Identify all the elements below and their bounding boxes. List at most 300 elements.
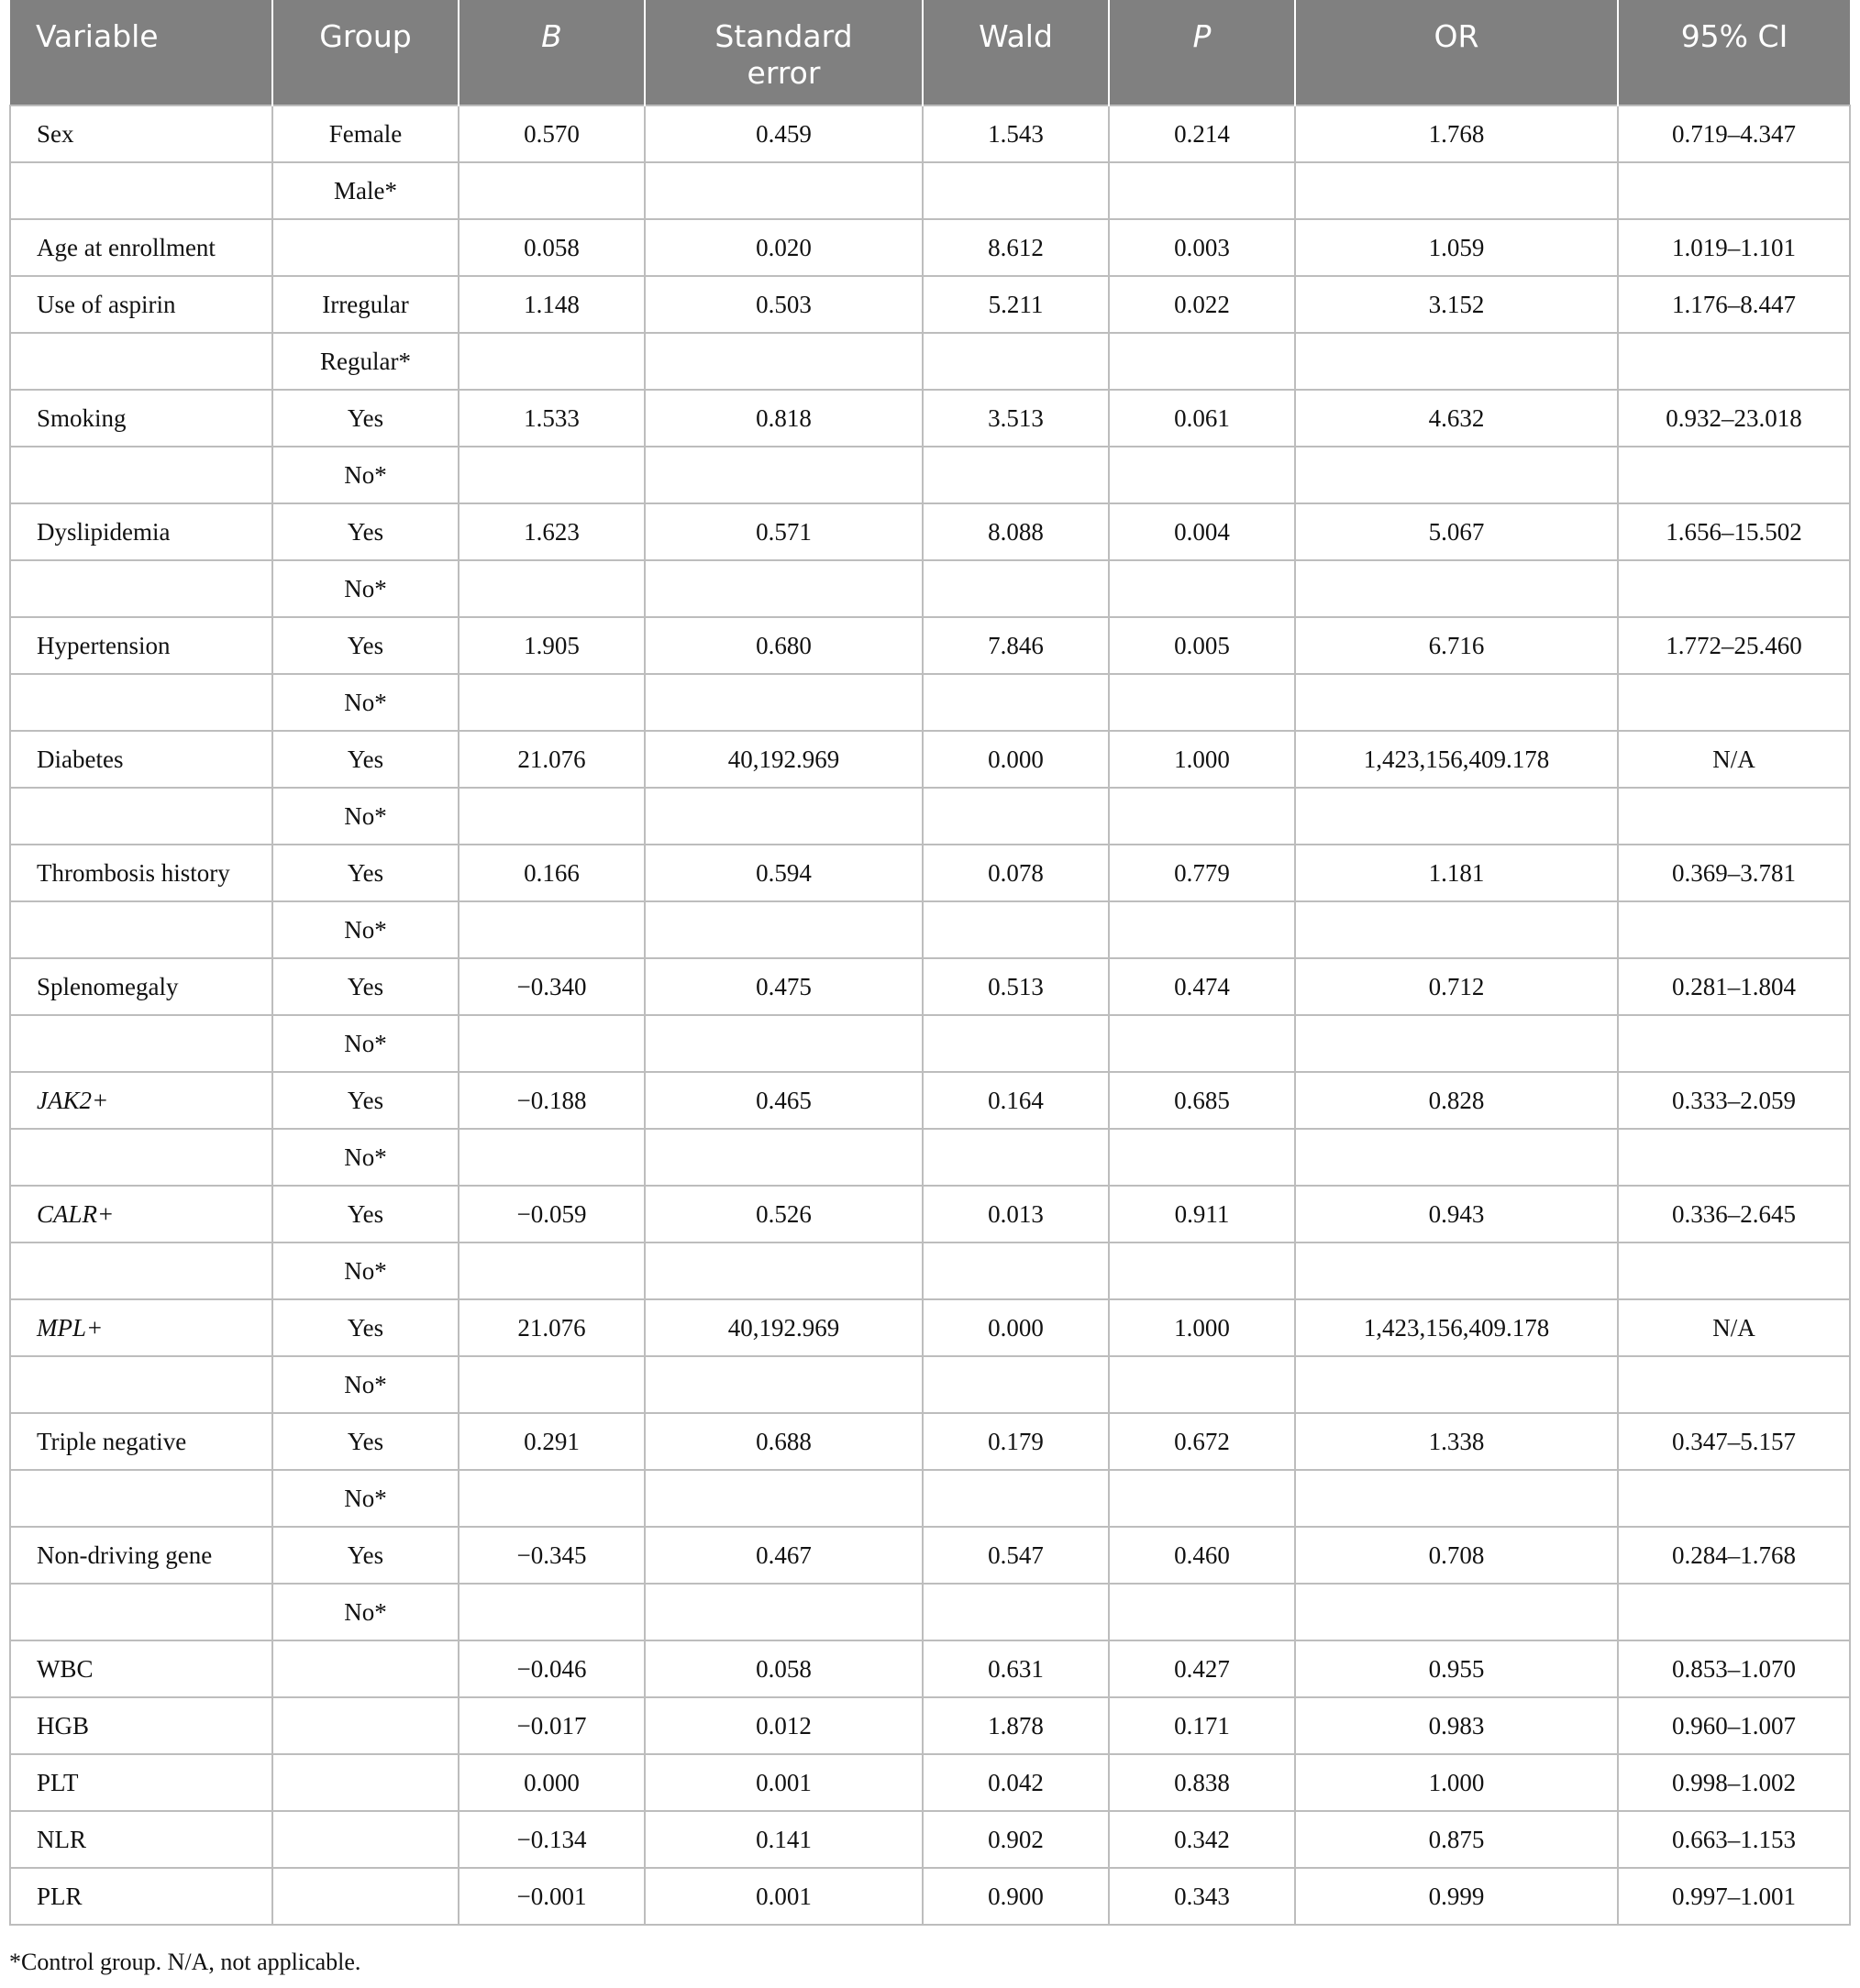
- cell-standard-error: 0.465: [645, 1072, 923, 1129]
- cell-wald: 0.547: [923, 1527, 1109, 1584]
- cell-b: [459, 333, 645, 390]
- cell-group: Female: [272, 105, 459, 162]
- cell-wald: 1.878: [923, 1697, 1109, 1754]
- cell-group: Yes: [272, 503, 459, 560]
- cell-group: No*: [272, 1584, 459, 1640]
- cell-standard-error: [645, 333, 923, 390]
- cell-p: 1.000: [1109, 1299, 1295, 1356]
- cell-standard-error: [645, 901, 923, 958]
- cell-group: Yes: [272, 390, 459, 447]
- header-row: [10, 0, 1850, 105]
- cell-variable: [10, 1356, 272, 1413]
- cell-b: −0.017: [459, 1697, 645, 1754]
- cell-or: 1.000: [1295, 1754, 1618, 1811]
- cell-variable: [10, 1129, 272, 1186]
- cell-group: No*: [272, 560, 459, 617]
- table-row: [10, 390, 1850, 447]
- cell-variable: [10, 901, 272, 958]
- cell-wald: [923, 901, 1109, 958]
- cell-standard-error: [645, 560, 923, 617]
- cell-wald: 0.000: [923, 1299, 1109, 1356]
- cell-standard-error: [645, 1584, 923, 1640]
- cell-group: Yes: [272, 617, 459, 674]
- cell-standard-error: 0.475: [645, 958, 923, 1015]
- table-row: [10, 503, 1850, 560]
- cell-group: Yes: [272, 1413, 459, 1470]
- cell-wald: 1.543: [923, 105, 1109, 162]
- cell-b: −0.345: [459, 1527, 645, 1584]
- cell-wald: 3.513: [923, 390, 1109, 447]
- cell-b: 1.533: [459, 390, 645, 447]
- cell-b: [459, 560, 645, 617]
- cell-group: Yes: [272, 958, 459, 1015]
- cell-ci: [1618, 1015, 1850, 1072]
- table-row: [10, 447, 1850, 503]
- cell-group: No*: [272, 788, 459, 845]
- cell-b: −0.340: [459, 958, 645, 1015]
- cell-ci: 0.347–5.157: [1618, 1413, 1850, 1470]
- cell-standard-error: 0.594: [645, 845, 923, 901]
- cell-b: [459, 674, 645, 731]
- table-row: [10, 219, 1850, 276]
- cell-standard-error: 40,192.969: [645, 731, 923, 788]
- table-row: [10, 1129, 1850, 1186]
- cell-b: [459, 162, 645, 219]
- cell-wald: [923, 560, 1109, 617]
- table-row: [10, 1584, 1850, 1640]
- cell-b: 1.148: [459, 276, 645, 333]
- cell-ci: [1618, 447, 1850, 503]
- cell-ci: 1.176–8.447: [1618, 276, 1850, 333]
- cell-group: No*: [272, 1129, 459, 1186]
- cell-or: 0.999: [1295, 1868, 1618, 1925]
- cell-p: 0.343: [1109, 1868, 1295, 1925]
- cell-wald: 0.179: [923, 1413, 1109, 1470]
- cell-or: [1295, 901, 1618, 958]
- cell-b: −0.046: [459, 1640, 645, 1697]
- cell-wald: 0.902: [923, 1811, 1109, 1868]
- cell-b: 1.623: [459, 503, 645, 560]
- cell-wald: [923, 333, 1109, 390]
- cell-p: [1109, 1129, 1295, 1186]
- cell-variable: [10, 162, 272, 219]
- cell-or: [1295, 560, 1618, 617]
- table-row: [10, 674, 1850, 731]
- cell-or: 1,423,156,409.178: [1295, 731, 1618, 788]
- cell-wald: [923, 1470, 1109, 1527]
- cell-variable: Hypertension: [10, 617, 272, 674]
- header-or: OR: [1295, 0, 1618, 105]
- cell-b: [459, 1356, 645, 1413]
- cell-variable: [10, 333, 272, 390]
- cell-or: [1295, 1584, 1618, 1640]
- cell-p: 0.838: [1109, 1754, 1295, 1811]
- cell-p: [1109, 1356, 1295, 1413]
- cell-or: [1295, 1470, 1618, 1527]
- table-row: [10, 1356, 1850, 1413]
- cell-b: 0.166: [459, 845, 645, 901]
- cell-group: No*: [272, 1470, 459, 1527]
- cell-ci: N/A: [1618, 1299, 1850, 1356]
- cell-p: [1109, 1470, 1295, 1527]
- cell-wald: [923, 1356, 1109, 1413]
- cell-b: [459, 901, 645, 958]
- cell-p: 0.342: [1109, 1811, 1295, 1868]
- cell-p: [1109, 1584, 1295, 1640]
- cell-ci: 0.960–1.007: [1618, 1697, 1850, 1754]
- cell-variable: HGB: [10, 1697, 272, 1754]
- regression-table-container: [9, 0, 1849, 1926]
- cell-wald: [923, 162, 1109, 219]
- table-row: [10, 1527, 1850, 1584]
- header-variable: Variable: [10, 0, 272, 105]
- cell-or: 1,423,156,409.178: [1295, 1299, 1618, 1356]
- header-ci: 95% CI: [1618, 0, 1850, 105]
- cell-group: No*: [272, 1242, 459, 1299]
- cell-group: Yes: [272, 1527, 459, 1584]
- cell-ci: 0.998–1.002: [1618, 1754, 1850, 1811]
- cell-ci: 0.336–2.645: [1618, 1186, 1850, 1242]
- cell-group: Yes: [272, 845, 459, 901]
- table-row: [10, 901, 1850, 958]
- cell-b: [459, 1470, 645, 1527]
- cell-variable: CALR+: [10, 1186, 272, 1242]
- cell-standard-error: 0.001: [645, 1754, 923, 1811]
- table-row: [10, 1015, 1850, 1072]
- cell-standard-error: [645, 1242, 923, 1299]
- cell-ci: [1618, 674, 1850, 731]
- cell-or: [1295, 1129, 1618, 1186]
- cell-p: [1109, 674, 1295, 731]
- cell-standard-error: 0.058: [645, 1640, 923, 1697]
- cell-b: [459, 447, 645, 503]
- cell-wald: 8.088: [923, 503, 1109, 560]
- cell-p: 0.171: [1109, 1697, 1295, 1754]
- cell-or: 5.067: [1295, 503, 1618, 560]
- cell-standard-error: [645, 1129, 923, 1186]
- cell-p: 0.474: [1109, 958, 1295, 1015]
- cell-ci: [1618, 1356, 1850, 1413]
- cell-wald: [923, 1015, 1109, 1072]
- cell-or: [1295, 333, 1618, 390]
- cell-p: 0.460: [1109, 1527, 1295, 1584]
- cell-p: 0.005: [1109, 617, 1295, 674]
- cell-or: 0.712: [1295, 958, 1618, 1015]
- table-row: [10, 1242, 1850, 1299]
- cell-or: 4.632: [1295, 390, 1618, 447]
- table-row: [10, 1299, 1850, 1356]
- cell-variable: [10, 560, 272, 617]
- cell-or: 0.708: [1295, 1527, 1618, 1584]
- table-row: [10, 731, 1850, 788]
- cell-variable: JAK2+: [10, 1072, 272, 1129]
- cell-or: [1295, 162, 1618, 219]
- cell-variable: Dyslipidemia: [10, 503, 272, 560]
- cell-b: [459, 1129, 645, 1186]
- header-b: B: [459, 0, 645, 105]
- cell-b: [459, 1242, 645, 1299]
- cell-wald: 0.013: [923, 1186, 1109, 1242]
- cell-ci: 0.281–1.804: [1618, 958, 1850, 1015]
- cell-ci: 0.663–1.153: [1618, 1811, 1850, 1868]
- table-row: [10, 1811, 1850, 1868]
- cell-p: 0.685: [1109, 1072, 1295, 1129]
- cell-or: [1295, 788, 1618, 845]
- table-row: [10, 1186, 1850, 1242]
- cell-standard-error: 0.020: [645, 219, 923, 276]
- cell-p: 0.672: [1109, 1413, 1295, 1470]
- cell-p: [1109, 447, 1295, 503]
- cell-variable: [10, 1584, 272, 1640]
- cell-p: [1109, 1015, 1295, 1072]
- cell-standard-error: [645, 788, 923, 845]
- cell-wald: 8.612: [923, 219, 1109, 276]
- cell-wald: 0.164: [923, 1072, 1109, 1129]
- cell-p: [1109, 333, 1295, 390]
- table-row: [10, 560, 1850, 617]
- cell-standard-error: 0.503: [645, 276, 923, 333]
- cell-variable: [10, 1470, 272, 1527]
- cell-standard-error: 0.141: [645, 1811, 923, 1868]
- cell-p: 0.003: [1109, 219, 1295, 276]
- table-row: [10, 333, 1850, 390]
- cell-or: [1295, 1356, 1618, 1413]
- table-row: [10, 1640, 1850, 1697]
- table-row: [10, 958, 1850, 1015]
- cell-ci: [1618, 333, 1850, 390]
- cell-or: 0.955: [1295, 1640, 1618, 1697]
- cell-p: [1109, 1242, 1295, 1299]
- cell-ci: 1.772–25.460: [1618, 617, 1850, 674]
- cell-p: 0.061: [1109, 390, 1295, 447]
- cell-ci: 0.997–1.001: [1618, 1868, 1850, 1925]
- cell-variable: Use of aspirin: [10, 276, 272, 333]
- cell-or: 1.181: [1295, 845, 1618, 901]
- cell-b: [459, 788, 645, 845]
- cell-ci: 1.656–15.502: [1618, 503, 1850, 560]
- cell-or: 1.059: [1295, 219, 1618, 276]
- cell-variable: MPL+: [10, 1299, 272, 1356]
- cell-wald: 0.000: [923, 731, 1109, 788]
- cell-wald: [923, 447, 1109, 503]
- table-row: [10, 1072, 1850, 1129]
- cell-or: [1295, 674, 1618, 731]
- cell-p: 1.000: [1109, 731, 1295, 788]
- cell-or: 6.716: [1295, 617, 1618, 674]
- cell-or: 0.943: [1295, 1186, 1618, 1242]
- cell-standard-error: 40,192.969: [645, 1299, 923, 1356]
- cell-variable: Thrombosis history: [10, 845, 272, 901]
- table-row: [10, 617, 1850, 674]
- cell-ci: [1618, 162, 1850, 219]
- cell-variable: PLR: [10, 1868, 272, 1925]
- cell-ci: 0.932–23.018: [1618, 390, 1850, 447]
- cell-b: −0.188: [459, 1072, 645, 1129]
- cell-group: No*: [272, 1015, 459, 1072]
- table-row: [10, 1868, 1850, 1925]
- cell-ci: [1618, 788, 1850, 845]
- cell-or: 0.983: [1295, 1697, 1618, 1754]
- cell-variable: Smoking: [10, 390, 272, 447]
- cell-ci: [1618, 1470, 1850, 1527]
- cell-wald: 0.900: [923, 1868, 1109, 1925]
- cell-wald: [923, 1242, 1109, 1299]
- table-body: [10, 105, 1850, 1925]
- cell-variable: Age at enrollment: [10, 219, 272, 276]
- cell-standard-error: 0.571: [645, 503, 923, 560]
- cell-standard-error: 0.459: [645, 105, 923, 162]
- cell-variable: [10, 788, 272, 845]
- cell-or: [1295, 1242, 1618, 1299]
- cell-wald: 5.211: [923, 276, 1109, 333]
- cell-variable: [10, 1242, 272, 1299]
- cell-group: [272, 1868, 459, 1925]
- cell-standard-error: [645, 447, 923, 503]
- cell-or: 1.338: [1295, 1413, 1618, 1470]
- cell-p: 0.022: [1109, 276, 1295, 333]
- cell-variable: Triple negative: [10, 1413, 272, 1470]
- cell-p: 0.004: [1109, 503, 1295, 560]
- cell-group: [272, 1640, 459, 1697]
- cell-b: 21.076: [459, 731, 645, 788]
- table-row: [10, 1754, 1850, 1811]
- cell-or: 3.152: [1295, 276, 1618, 333]
- header-p: P: [1109, 0, 1295, 105]
- cell-group: [272, 1754, 459, 1811]
- table-row: [10, 162, 1850, 219]
- table-row: [10, 1697, 1850, 1754]
- cell-b: [459, 1584, 645, 1640]
- cell-or: 0.875: [1295, 1811, 1618, 1868]
- table-row: [10, 845, 1850, 901]
- cell-variable: WBC: [10, 1640, 272, 1697]
- cell-variable: PLT: [10, 1754, 272, 1811]
- cell-variable: Diabetes: [10, 731, 272, 788]
- cell-b: 1.905: [459, 617, 645, 674]
- cell-p: [1109, 901, 1295, 958]
- cell-ci: [1618, 1584, 1850, 1640]
- cell-ci: 1.019–1.101: [1618, 219, 1850, 276]
- cell-or: [1295, 447, 1618, 503]
- cell-p: [1109, 788, 1295, 845]
- cell-standard-error: [645, 1470, 923, 1527]
- header-group: Group: [272, 0, 459, 105]
- cell-group: Irregular: [272, 276, 459, 333]
- cell-standard-error: 0.680: [645, 617, 923, 674]
- cell-group: No*: [272, 447, 459, 503]
- regression-table: [9, 0, 1851, 1926]
- cell-b: [459, 1015, 645, 1072]
- cell-or: 0.828: [1295, 1072, 1618, 1129]
- cell-b: 21.076: [459, 1299, 645, 1356]
- cell-group: Yes: [272, 1186, 459, 1242]
- cell-wald: 7.846: [923, 617, 1109, 674]
- cell-ci: N/A: [1618, 731, 1850, 788]
- cell-wald: 0.631: [923, 1640, 1109, 1697]
- cell-ci: [1618, 1129, 1850, 1186]
- cell-wald: [923, 1129, 1109, 1186]
- cell-group: No*: [272, 901, 459, 958]
- cell-standard-error: 0.012: [645, 1697, 923, 1754]
- header-standard-error: [645, 0, 923, 105]
- cell-b: 0.000: [459, 1754, 645, 1811]
- cell-b: 0.291: [459, 1413, 645, 1470]
- cell-variable: NLR: [10, 1811, 272, 1868]
- cell-or: [1295, 1015, 1618, 1072]
- cell-ci: 0.284–1.768: [1618, 1527, 1850, 1584]
- table-row: [10, 276, 1850, 333]
- cell-b: −0.059: [459, 1186, 645, 1242]
- cell-group: [272, 219, 459, 276]
- cell-wald: 0.513: [923, 958, 1109, 1015]
- cell-standard-error: [645, 674, 923, 731]
- cell-variable: Splenomegaly: [10, 958, 272, 1015]
- cell-wald: 0.078: [923, 845, 1109, 901]
- cell-variable: [10, 447, 272, 503]
- table-footnote: *Control group. N/A, not applicable.: [9, 1949, 361, 1975]
- cell-ci: 0.333–2.059: [1618, 1072, 1850, 1129]
- cell-ci: 0.853–1.070: [1618, 1640, 1850, 1697]
- cell-ci: [1618, 560, 1850, 617]
- table-row: [10, 788, 1850, 845]
- table-row: [10, 1413, 1850, 1470]
- cell-standard-error: 0.688: [645, 1413, 923, 1470]
- cell-or: 1.768: [1295, 105, 1618, 162]
- cell-group: Yes: [272, 731, 459, 788]
- cell-group: Yes: [272, 1072, 459, 1129]
- cell-standard-error: [645, 1356, 923, 1413]
- header-standard-error-text: Standard error: [714, 18, 853, 91]
- table-row: [10, 1470, 1850, 1527]
- cell-wald: [923, 1584, 1109, 1640]
- cell-p: 0.214: [1109, 105, 1295, 162]
- cell-standard-error: 0.526: [645, 1186, 923, 1242]
- cell-ci: [1618, 901, 1850, 958]
- cell-p: 0.427: [1109, 1640, 1295, 1697]
- cell-variable: Sex: [10, 105, 272, 162]
- cell-group: [272, 1811, 459, 1868]
- cell-p: [1109, 162, 1295, 219]
- cell-standard-error: 0.467: [645, 1527, 923, 1584]
- cell-b: 0.570: [459, 105, 645, 162]
- cell-standard-error: 0.001: [645, 1868, 923, 1925]
- cell-p: [1109, 560, 1295, 617]
- cell-standard-error: [645, 1015, 923, 1072]
- cell-b: −0.001: [459, 1868, 645, 1925]
- cell-b: −0.134: [459, 1811, 645, 1868]
- cell-variable: Non-driving gene: [10, 1527, 272, 1584]
- cell-variable: [10, 1015, 272, 1072]
- cell-standard-error: 0.818: [645, 390, 923, 447]
- cell-p: 0.911: [1109, 1186, 1295, 1242]
- cell-group: [272, 1697, 459, 1754]
- cell-standard-error: [645, 162, 923, 219]
- cell-wald: [923, 674, 1109, 731]
- cell-ci: [1618, 1242, 1850, 1299]
- table-row: [10, 105, 1850, 162]
- cell-wald: [923, 788, 1109, 845]
- cell-wald: 0.042: [923, 1754, 1109, 1811]
- header-wald: Wald: [923, 0, 1109, 105]
- cell-ci: 0.719–4.347: [1618, 105, 1850, 162]
- cell-p: 0.779: [1109, 845, 1295, 901]
- cell-group: No*: [272, 674, 459, 731]
- cell-variable: [10, 674, 272, 731]
- cell-group: Regular*: [272, 333, 459, 390]
- cell-ci: 0.369–3.781: [1618, 845, 1850, 901]
- cell-group: Male*: [272, 162, 459, 219]
- cell-b: 0.058: [459, 219, 645, 276]
